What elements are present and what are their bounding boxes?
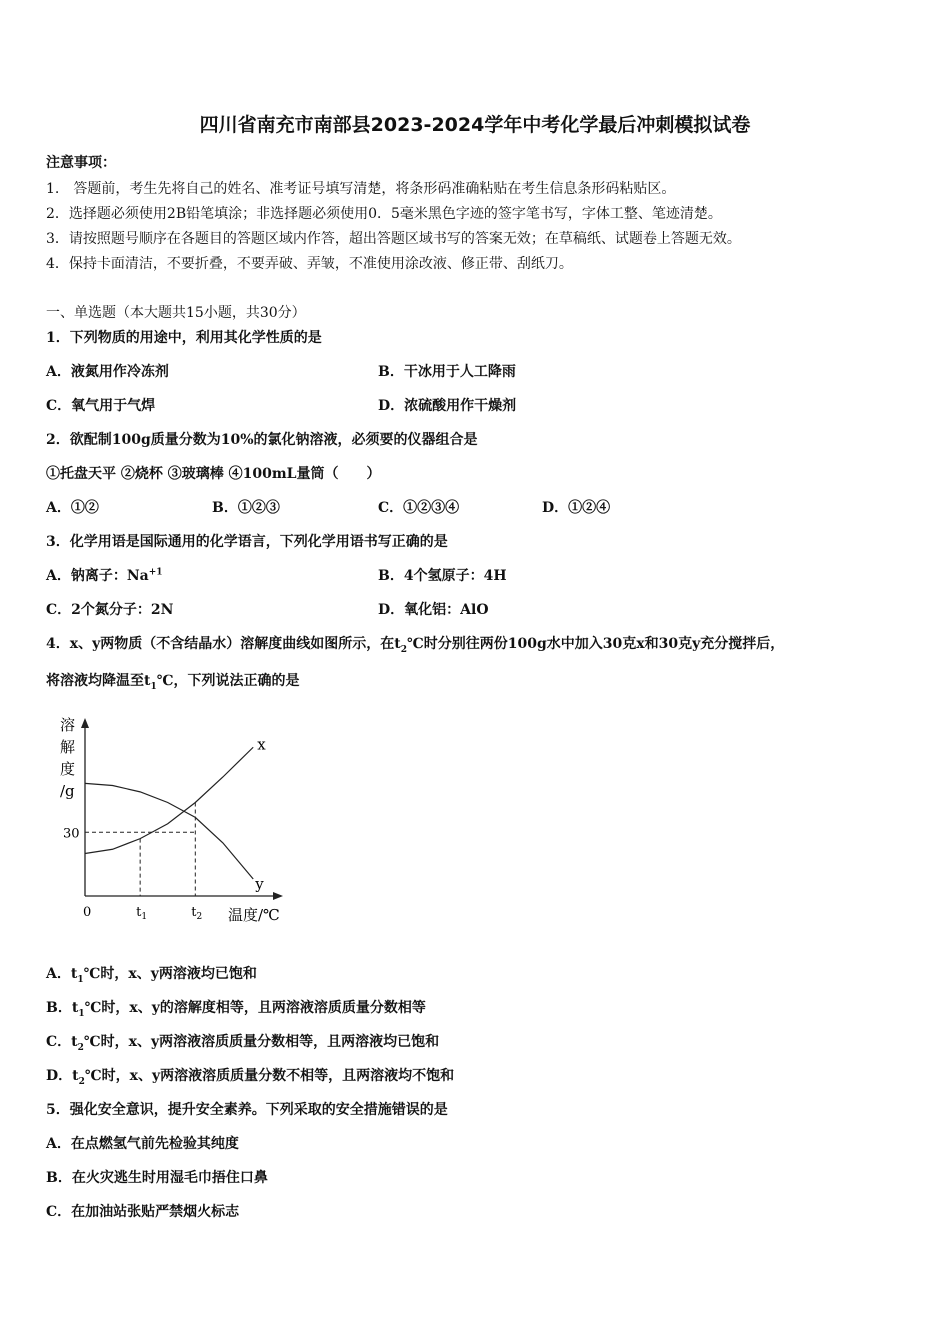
y-tick-label-30: 30 bbox=[63, 826, 80, 842]
q4-stem-text-2: ℃时分别往两份100g水中加入30克x和30克y充分搅拌后， bbox=[406, 636, 785, 652]
q1-stem: 1．下列物质的用途中，利用其化学性质的是 bbox=[46, 330, 322, 346]
q4-a-pre: A．t bbox=[46, 966, 78, 982]
q2-option-b: B．①②③ bbox=[212, 500, 280, 516]
notice-item-1: 1. 答题前，考生先将自己的姓名、准考证号填写清楚，将条形码准确粘贴在考生信息条形码粘贴区。 bbox=[46, 181, 676, 197]
y-axis-label-char: 度 bbox=[60, 760, 76, 778]
q1-option-b: B．干冰用于人工降雨 bbox=[378, 364, 516, 380]
curve-y bbox=[85, 783, 253, 879]
origin-label: 0 bbox=[83, 905, 92, 920]
q2-option-d: D．①②④ bbox=[542, 500, 611, 516]
q4-stem2-text-1: 将溶液均降温至t bbox=[46, 673, 151, 689]
notice-item-2: 2．选择题必须使用2B铅笔填涂；非选择题必须使用0．5毫米黑色字迹的签字笔书写，字体工整、笔迹清楚。 bbox=[46, 206, 722, 222]
x-tick-label-t1: $t_1$ bbox=[136, 905, 148, 922]
q4-stem2-text-2: ℃，下列说法正确的是 bbox=[156, 673, 300, 689]
x-tick-label-t2: $t_2$ bbox=[191, 905, 203, 922]
q2-option-c: C．①②③④ bbox=[378, 500, 460, 516]
q3-stem: 3．化学用语是国际通用的化学语言，下列化学用语书写正确的是 bbox=[46, 534, 448, 550]
q5-stem: 5．强化安全意识，提升安全素养。下列采取的安全措施错误的是 bbox=[46, 1102, 448, 1118]
q5-option-b: B．在火灾逃生时用湿毛巾捂住口鼻 bbox=[46, 1170, 268, 1186]
series-label-y: y bbox=[255, 875, 264, 893]
q4-option-b bbox=[46, 997, 426, 1019]
x-axis-arrow bbox=[273, 892, 283, 900]
q4-stem-sub-1: 2 bbox=[400, 644, 407, 655]
solubility-chart bbox=[50, 710, 300, 930]
q3-option-c: C．2个氮分子：2N bbox=[46, 602, 174, 618]
notice-heading: 注意事项： bbox=[46, 155, 116, 171]
q3-option-a-charge: +1 bbox=[148, 567, 163, 578]
q4-stem2-sub: 1 bbox=[150, 681, 157, 692]
q4-stem-text-1: 4．x、y两物质（不含结晶水）溶解度曲线如图所示，在t bbox=[46, 636, 401, 652]
q4-c-post: ℃时，x、y两溶液溶质质量分数相等，且两溶液均已饱和 bbox=[83, 1034, 440, 1050]
q2-stem: 2．欲配制100g质量分数为10%的氯化钠溶液，必须要的仪器组合是 bbox=[46, 432, 478, 448]
section-heading: 一、单选题（本大题共15小题，共30分） bbox=[46, 305, 306, 321]
q1-option-c: C．氧气用于气焊 bbox=[46, 398, 156, 414]
q3-option-a bbox=[46, 565, 163, 585]
q4-option-a bbox=[46, 963, 257, 985]
q2-option-a: A．①② bbox=[46, 500, 99, 516]
notice-item-4: 4．保持卡面清洁，不要折叠，不要弄破、弄皱，不准使用涂改液、修正带、刮纸刀。 bbox=[46, 256, 573, 272]
y-axis-label-char: 解 bbox=[60, 738, 76, 756]
q1-option-a: A．液氮用作冷冻剂 bbox=[46, 364, 169, 380]
y-axis-label-char: /g bbox=[60, 782, 75, 800]
q5-option-a: A．在点燃氢气前先检验其纯度 bbox=[46, 1136, 239, 1152]
q4-b-sub: 1 bbox=[78, 1008, 85, 1019]
curve-x bbox=[85, 747, 253, 853]
q4-b-pre: B．t bbox=[46, 1000, 79, 1016]
q3-option-b: B．4个氢原子：4H bbox=[378, 568, 507, 584]
q4-a-post: ℃时，x、y两溶液均已饱和 bbox=[83, 966, 257, 982]
q4-d-sub: 2 bbox=[78, 1076, 85, 1087]
q3-option-a-text: A．钠离子：Na bbox=[46, 568, 149, 584]
q4-option-c bbox=[46, 1031, 439, 1053]
q4-b-post: ℃时，x、y的溶解度相等，且两溶液溶质质量分数相等 bbox=[84, 1000, 426, 1016]
q4-c-sub: 2 bbox=[77, 1042, 84, 1053]
x-axis-label: 温度/℃ bbox=[228, 906, 280, 924]
q4-option-d bbox=[46, 1065, 454, 1087]
page-title: 四川省南充市南部县2023-2024学年中考化学最后冲刺模拟试卷 bbox=[199, 114, 751, 136]
q4-stem-line1 bbox=[46, 633, 784, 655]
q2-items: ①托盘天平 ②烧杯 ③玻璃棒 ④100mL量筒（ ） bbox=[46, 466, 381, 482]
y-axis-arrow bbox=[81, 718, 89, 728]
q4-stem-line2 bbox=[46, 670, 300, 692]
q4-c-pre: C．t bbox=[46, 1034, 78, 1050]
q5-option-c: C．在加油站张贴严禁烟火标志 bbox=[46, 1204, 240, 1220]
q4-d-pre: D．t bbox=[46, 1068, 79, 1084]
q3-option-d: D．氧化铝：AlO bbox=[378, 602, 489, 618]
q4-d-post: ℃时，x、y两溶液溶质质量分数不相等，且两溶液均不饱和 bbox=[84, 1068, 455, 1084]
q4-a-sub: 1 bbox=[77, 974, 84, 985]
y-axis-label-char: 溶 bbox=[60, 716, 76, 734]
series-label-x: x bbox=[257, 735, 266, 754]
notice-item-3: 3．请按照题号顺序在各题目的答题区域内作答，超出答题区域书写的答案无效；在草稿纸、试题卷上答题无效。 bbox=[46, 231, 741, 247]
q1-option-d: D．浓硫酸用作干燥剂 bbox=[378, 398, 517, 414]
